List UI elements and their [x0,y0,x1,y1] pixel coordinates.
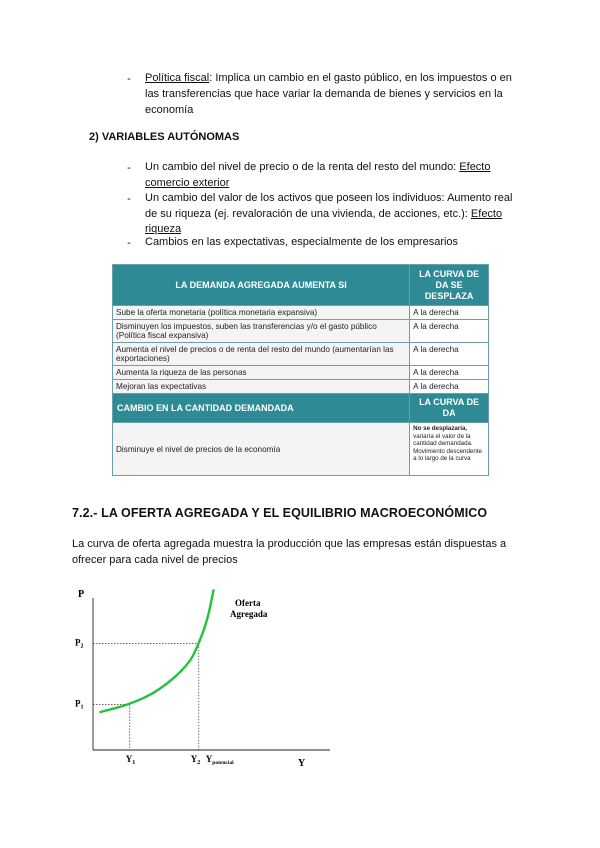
efecto-riqueza: riqueza [145,223,182,235]
table-header-row [113,265,489,306]
y2-tick-label: $Y_2$ [190,754,201,766]
p2-tick-label: $P_2$ [75,637,84,650]
table-header-cell: LA CURVA DE DA SE DESPLAZA [410,265,489,306]
efecto-link: Efecto [459,161,491,173]
politica-fiscal-line2: las transferencias que hace variar la demanda de bienes y servicios en la [145,88,503,100]
table-cell: Aumenta el nivel de precios o de renta del resto del mundo (aumentarían las exportaciones) [113,343,410,366]
table-header-cell: LA CURVA DE DA [410,394,489,423]
chart-title-line1: Oferta [235,598,261,608]
list-item [145,159,565,175]
table-cell: A la derecha [410,320,489,343]
table-row [113,343,489,366]
chart-title-line2: Agregada [230,609,268,619]
table-cell: A la derecha [410,343,489,366]
list-item: Un cambio del valor de los activos que poseen los individuos: Aumento real [145,192,513,204]
paragraph-line: ofrecer para cada nivel de precios [72,554,238,566]
section-heading-oferta-agregada: 7.2.- LA OFERTA AGREGADA Y EL EQUILIBRIO MACROECONÓMICO [72,506,488,520]
politica-fiscal-line1 [145,70,545,86]
table-row [113,423,489,476]
section-heading-variables-autonomas: 2) VARIABLES AUTÓNOMAS [89,131,240,143]
table-row [113,320,489,343]
table-header-cell: LA DEMANDA AGREGADA AUMENTA SI [113,265,410,306]
table-cell-text: variaría el valor de la cantidad demandada. Movimiento descendente a lo largo de la curva [413,432,482,462]
table-header-row [113,394,489,423]
table-cell: A la derecha [410,366,489,380]
oferta-agregada-curve [100,590,213,712]
table-cell [410,423,489,476]
table-cell: Disminuyen los impuestos, suben las transferencias y/o el gasto público (Política fiscal expansiva) [113,320,410,343]
table-header-cell: CAMBIO EN LA CANTIDAD DEMANDADA [113,394,410,423]
table-cell: Aumenta la riqueza de las personas [113,366,410,380]
efecto-comercio-exterior: comercio exterior [145,177,230,189]
y1-tick-label: $Y_1$ [125,754,136,766]
bullet: - [127,193,131,205]
list-item-continuation [145,175,229,191]
table-cell: Sube la oferta monetaria (política monetaria expansiva) [113,306,410,320]
politica-fiscal-line3: economía [145,104,194,116]
table-row [113,366,489,380]
bullet: - [127,237,131,249]
politica-fiscal-text: : Implica un cambio en el gasto público, en los impuestos o en [209,72,512,84]
table-cell: Mejoran las expectativas [113,380,410,394]
list-item-continuation [145,206,565,222]
demanda-agregada-table [112,264,489,476]
bullet: - [127,73,131,85]
list-item-text: de su riqueza (ej. revaloración de una vivienda, de acciones, etc.): [145,208,471,220]
y-axis-label: P [78,589,85,600]
table-cell: A la derecha [410,306,489,320]
politica-fiscal-term: Política fiscal [145,72,210,84]
bullet: - [127,162,131,174]
x-axis-label: Y [298,758,306,769]
table-cell-bold: No se desplazaría, [413,425,468,432]
table-row [113,380,489,394]
table-cell: A la derecha [410,380,489,394]
oferta-agregada-chart [68,584,348,776]
ypotencial-tick-label: $Y_{potencial}$ [205,754,234,766]
efecto-link: Efecto [470,208,503,220]
list-item: Cambios en las expectativas, especialmente de los empresarios [145,236,459,248]
paragraph-line: La curva de oferta agregada muestra la producción que las empresas están dispuestas a [72,538,507,550]
table-row [113,306,489,320]
p1-tick-label: $P_1$ [75,698,84,711]
list-item-text: Un cambio del nivel de precio o de la renta del resto del mundo: [145,161,460,173]
table-cell: Disminuye el nivel de precios de la economía [113,423,410,476]
